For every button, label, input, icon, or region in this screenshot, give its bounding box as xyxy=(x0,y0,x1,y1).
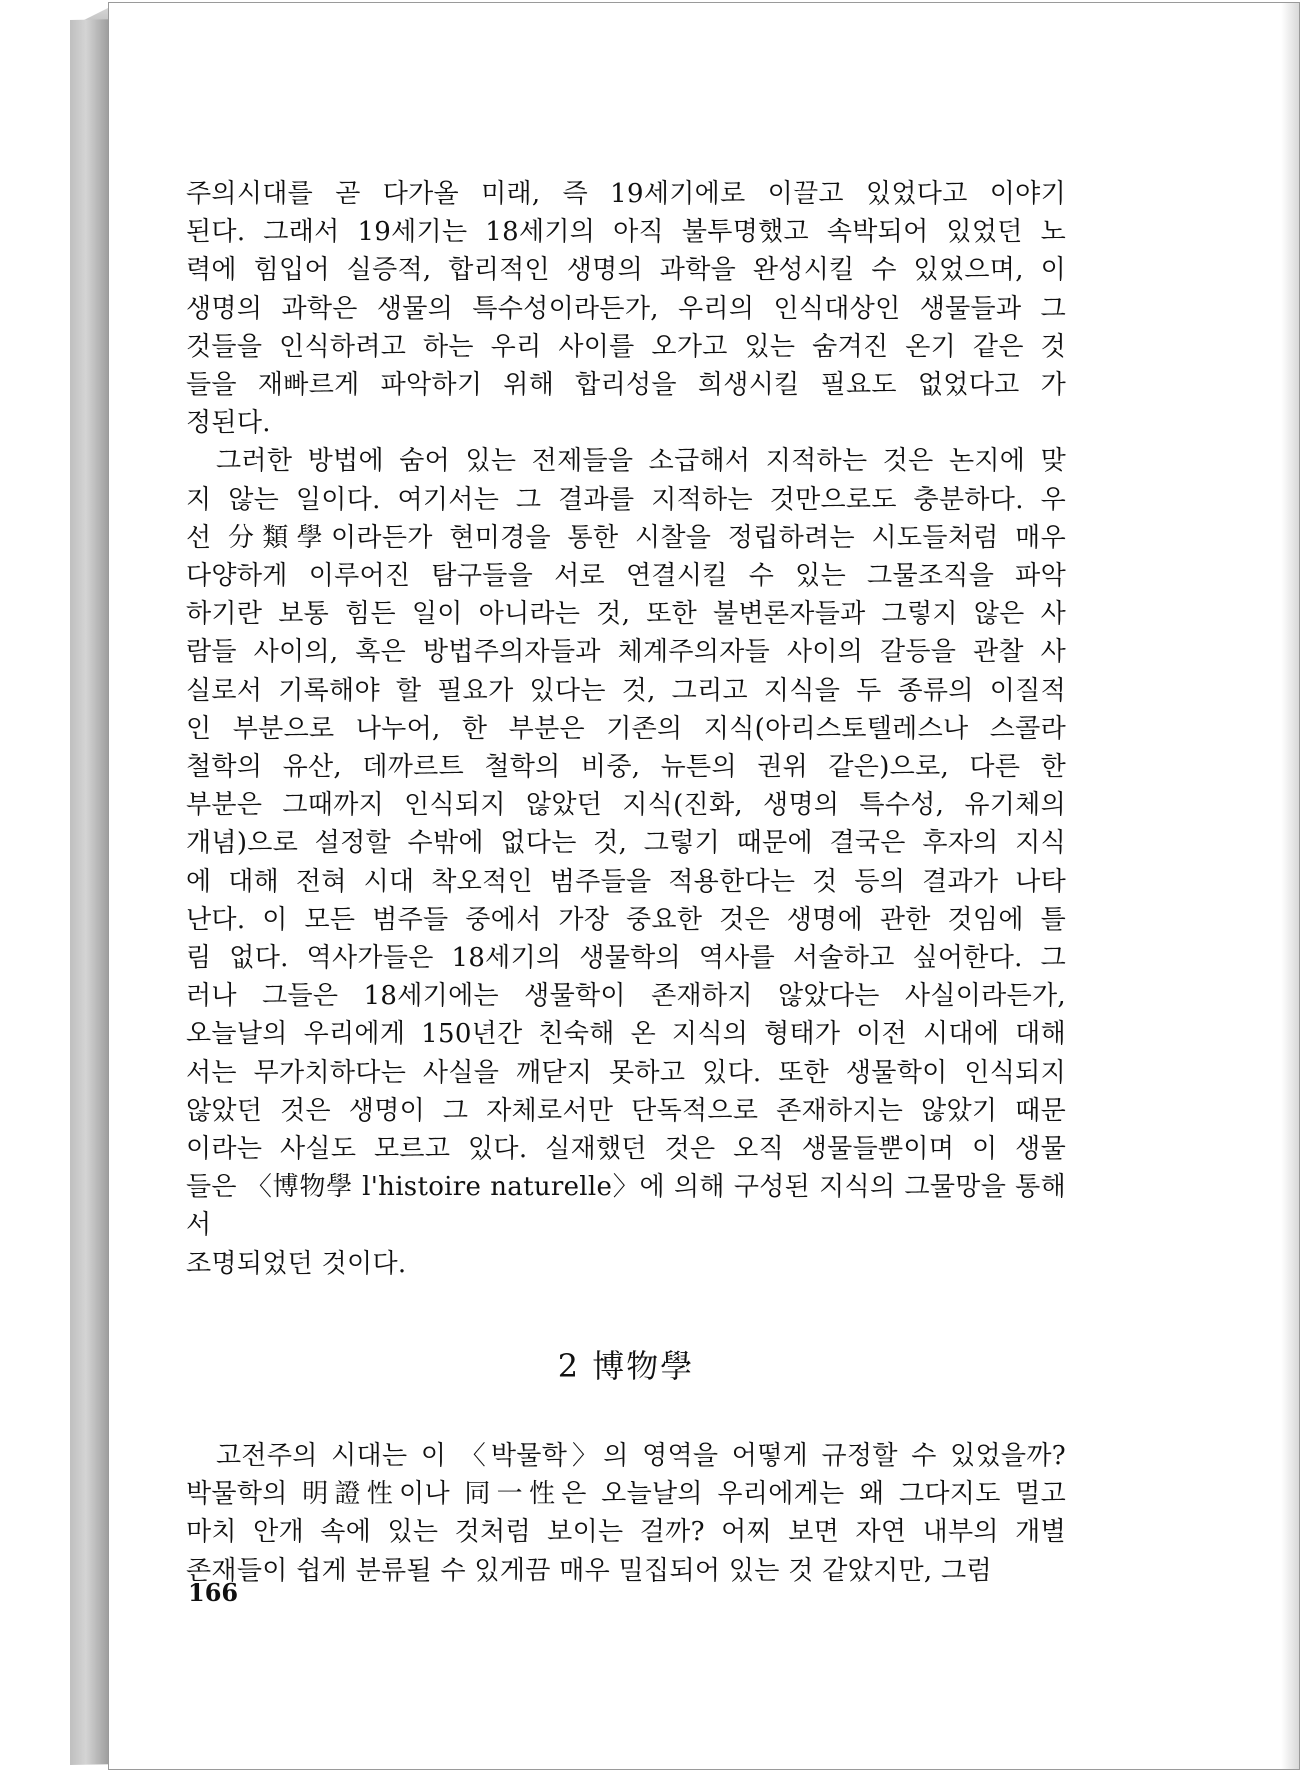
text-line: 조명되었던 것이다. xyxy=(186,1248,407,1279)
text-line: 철학의 유산, 데까르트 철학의 비중, 뉴튼의 권위 같은)으로, 다른 한 xyxy=(186,752,1066,783)
page-number: 166 xyxy=(188,1578,239,1607)
page-edge-shade xyxy=(1281,3,1299,1769)
text-line: 정된다. xyxy=(186,408,271,439)
text-line: 박물학의 明證性이나 同一性은 오늘날의 우리에게는 왜 그다지도 멀고 xyxy=(186,1479,1066,1510)
text-line: 부분은 그때까지 인식되지 않았던 지식(진화, 생명의 특수성, 유기체의 xyxy=(186,790,1066,821)
text-line: 실로서 기록해야 할 필요가 있다는 것, 그리고 지식을 두 종류의 이질적 xyxy=(186,675,1066,706)
text-line: 그러한 방법에 숨어 있는 전제들을 소급해서 지적하는 것은 논지에 맞 xyxy=(216,446,1066,477)
text-line: 력에 힘입어 실증적, 합리적인 생명의 과학을 완성시킬 수 있었으며, 이 xyxy=(186,255,1066,286)
page-text-block xyxy=(186,175,1066,1590)
text-line: 주의시대를 곧 다가올 미래, 즉 19세기에로 이끌고 있었다고 이야기 xyxy=(186,179,1066,209)
text-line: 생명의 과학은 생물의 특수성이라든가, 우리의 인식대상인 생물들과 그 xyxy=(186,293,1066,324)
text-line: 하기란 보통 힘든 일이 아니라는 것, 또한 불변론자들과 그렇지 않은 사 xyxy=(186,599,1066,630)
text-line: 것들을 인식하려고 하는 우리 사이를 오가고 있는 숨겨진 온기 같은 것 xyxy=(186,331,1066,362)
book-spine xyxy=(70,19,110,1765)
text-line: 림 없다. 역사가들은 18세기의 생물학의 역사를 서술하고 싶어한다. 그 xyxy=(186,943,1066,974)
text-line: 다양하게 이루어진 탐구들을 서로 연결시킬 수 있는 그물조직을 파악 xyxy=(186,561,1066,592)
text-line: 존재들이 쉽게 분류될 수 있게끔 매우 밀집되어 있는 것 같았지만, 그럼 xyxy=(186,1555,992,1586)
text-line: 들을 재빠르게 파악하기 위해 합리성을 희생시킬 필요도 없었다고 가 xyxy=(186,370,1066,401)
text-line: 지 않는 일이다. 여기서는 그 결과를 지적하는 것만으로도 충분하다. 우 xyxy=(186,484,1066,515)
text-line: 서는 무가치하다는 사실을 깨닫지 못하고 있다. 또한 생물학이 인식되지 xyxy=(186,1057,1066,1088)
paragraph-2 xyxy=(186,442,1066,1282)
paragraph-1 xyxy=(186,175,1066,442)
text-line: 난다. 이 모든 범주들 중에서 가장 중요한 것은 생명에 관한 것임에 틀 xyxy=(186,904,1066,935)
text-line: 인 부분으로 나누어, 한 부분은 기존의 지식(아리스토텔레스나 스콜라 xyxy=(186,713,1066,744)
text-line: 개념)으로 설정할 수밖에 없다는 것, 그렇기 때문에 결국은 후자의 지식 xyxy=(186,828,1066,859)
text-line: 오늘날의 우리에게 150년간 친숙해 온 지식의 형태가 이전 시대에 대해 xyxy=(186,1019,1066,1050)
text-line: 이라는 사실도 모르고 있다. 실재했던 것은 오직 생물들뿐이며 이 생물 xyxy=(186,1134,1066,1165)
text-line: 선 分類學이라든가 현미경을 통한 시찰을 정립하려는 시도들처럼 매우 xyxy=(186,522,1066,553)
text-line: 람들 사이의, 혹은 방법주의자들과 체계주의자들 사이의 갈등을 관찰 사 xyxy=(186,637,1066,668)
text-line: 않았던 것은 생명이 그 자체로서만 단독적으로 존재하지는 않았기 때문 xyxy=(186,1095,1066,1126)
text-line: 된다. 그래서 19세기는 18세기의 아직 불투명했고 속박되어 있었던 노 xyxy=(186,217,1066,248)
paragraph-3 xyxy=(186,1437,1066,1590)
text-line: 마치 안개 속에 있는 것처럼 보이는 걸까? 어찌 보면 자연 내부의 개별 xyxy=(186,1517,1066,1548)
text-line: 러나 그들은 18세기에는 생물학이 존재하지 않았다는 사실이라든가, xyxy=(186,981,1066,1012)
text-line: 에 대해 전혀 시대 착오적인 범주들을 적용한다는 것 등의 결과가 나타 xyxy=(186,866,1066,897)
text-line: 들은 〈博物學 l'histoire naturelle〉에 의해 구성된 지식의 그물망을 통해서 xyxy=(186,1172,1066,1241)
section-title: 2 博物學 xyxy=(557,1346,695,1385)
text-line: 고전주의 시대는 이 〈박물학〉의 영역을 어떻게 규정할 수 있었을까? xyxy=(216,1440,1066,1471)
